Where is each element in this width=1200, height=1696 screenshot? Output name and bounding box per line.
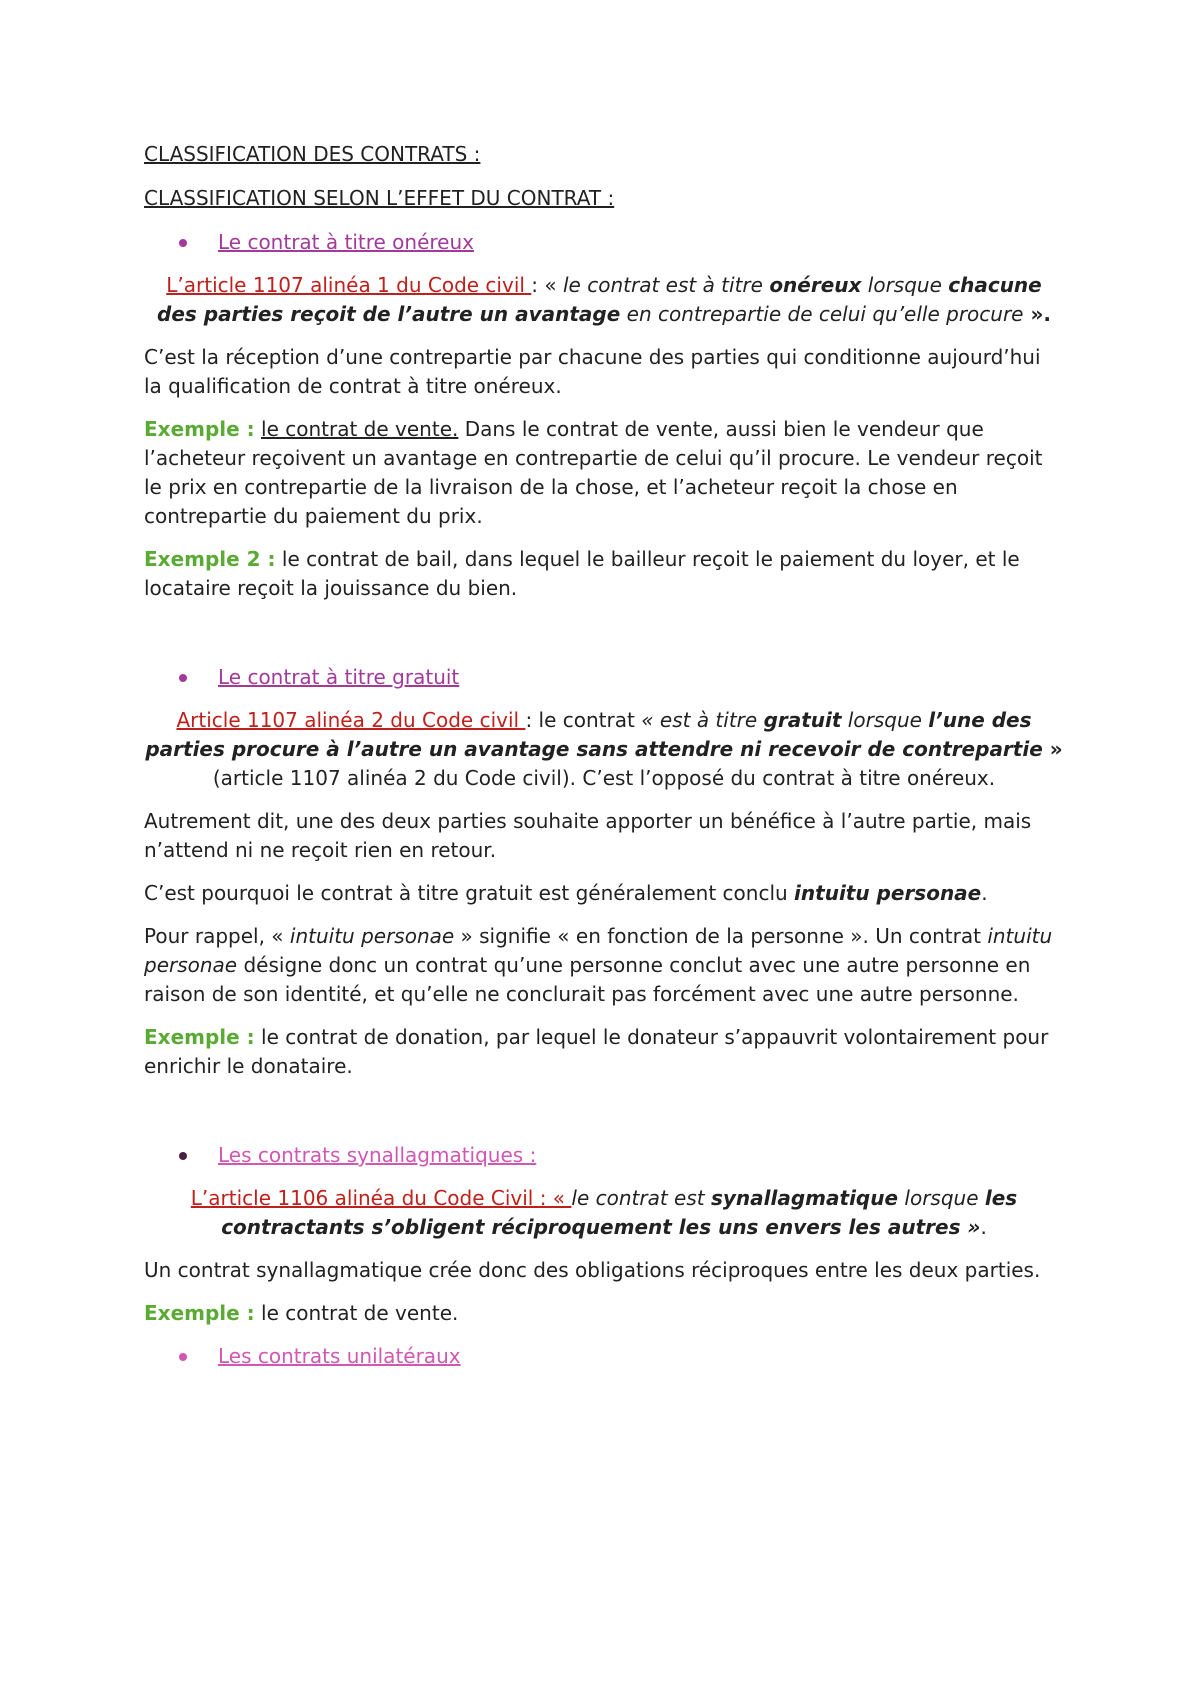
article-reference: Article 1107 alinéa 2 du Code civil bbox=[176, 708, 526, 732]
bullet-label-onereux: Le contrat à titre onéreux bbox=[218, 230, 474, 254]
citation-synallagmatique bbox=[144, 1184, 1064, 1242]
quote-text: le contrat est à titre bbox=[563, 273, 770, 297]
example-paragraph bbox=[144, 1299, 1064, 1328]
quote-text: lorsque bbox=[898, 1186, 985, 1210]
quote-after: (article 1107 alinéa 2 du Code civil). C’est l’opposé du contrat à titre onéreux. bbox=[212, 766, 996, 790]
example-label: Exemple : bbox=[144, 417, 255, 441]
latin-term: intuitu personae bbox=[794, 881, 982, 905]
quote-close: » bbox=[1042, 737, 1063, 761]
text: C’est pourquoi le contrat à titre gratuit est généralement conclu bbox=[144, 881, 795, 905]
paragraph bbox=[144, 922, 1064, 1009]
quote-open: « bbox=[544, 273, 563, 297]
bullet-synallagmatique bbox=[144, 1141, 1064, 1170]
example-text: le contrat de vente. bbox=[254, 1301, 459, 1325]
paragraph: Autrement dit, une des deux parties souhaite apporter un bénéfice à l’autre partie, mais n’attend ni ne reçoit rien en retour. bbox=[144, 809, 1032, 862]
example-text: le contrat de donation, par lequel le donateur s’appauvrit volontairement pour enrichir le donataire. bbox=[144, 1025, 1049, 1078]
bullet-gratuit bbox=[144, 663, 1064, 692]
quote-emphasis: les contractants s’obligent réciproquement les uns envers les autres » bbox=[221, 1186, 1018, 1239]
bullet-label-gratuit: Le contrat à titre gratuit bbox=[218, 665, 460, 689]
example-label: Exemple : bbox=[144, 1301, 255, 1325]
quote-keyword: onéreux bbox=[769, 273, 862, 297]
quote-keyword: synallagmatique bbox=[710, 1186, 899, 1210]
bullet-dot-icon bbox=[179, 674, 187, 682]
bullet-onereux bbox=[144, 228, 1064, 257]
article-reference: L’article 1107 alinéa 1 du Code civil bbox=[166, 273, 532, 297]
quote-text: lorsque bbox=[861, 273, 949, 297]
quote-keyword: gratuit bbox=[763, 708, 842, 732]
example-label: Exemple : bbox=[144, 1025, 255, 1049]
citation-onereux bbox=[144, 271, 1064, 329]
bullet-label-synallagmatique: Les contrats synallagmatiques : bbox=[218, 1143, 537, 1167]
paragraph: C’est la réception d’une contrepartie par chacune des parties qui conditionne aujourd’hui la qualification de contrat à titre onéreux. bbox=[144, 345, 1041, 398]
example-text: Dans le contrat de vente, aussi bien le vendeur que l’acheteur reçoivent un avantage en contrepartie de celui qu’il procure. Le vendeur reçoit le prix en contrepartie de la livraison de la chose, et l’acheteur reçoit la chose en contrepartie du paiement du prix. bbox=[144, 417, 1043, 528]
text: » signifie « en fonction de la personne ». Un contrat bbox=[454, 924, 988, 948]
quote-text: le contrat est bbox=[571, 1186, 711, 1210]
text: désigne donc un contrat qu’une personne conclut avec une autre personne en raison de son identité, et qu’elle ne conclurait pas forcément avec une autre personne. bbox=[144, 953, 1031, 1006]
quote-close: ». bbox=[1023, 302, 1051, 326]
latin-term: intuitu personae bbox=[289, 924, 455, 948]
quote-text: lorsque bbox=[841, 708, 929, 732]
citation-colon: : bbox=[531, 273, 545, 297]
citation-gratuit bbox=[144, 706, 1064, 793]
quote-emphasis: l’une des parties procure à l’autre un avantage sans attendre ni recevoir de contrepartie bbox=[145, 708, 1043, 761]
bullet-dot-icon bbox=[179, 239, 187, 247]
quote-emphasis: chacune des parties reçoit de l’autre un avantage bbox=[157, 273, 1042, 326]
bullet-dot-icon bbox=[179, 1353, 187, 1361]
quote-text: « est à titre bbox=[641, 708, 764, 732]
example-paragraph bbox=[144, 415, 1064, 531]
citation-colon: : le contrat bbox=[525, 708, 642, 732]
quote-end: . bbox=[980, 1215, 987, 1239]
example-label: Exemple 2 : bbox=[144, 547, 276, 571]
bullet-unilateraux bbox=[144, 1342, 1064, 1371]
latin-term: intuitu personae bbox=[144, 924, 1053, 977]
example-text: le contrat de bail, dans lequel le bailleur reçoit le paiement du loyer, et le locataire reçoit la jouissance du bien. bbox=[144, 547, 1020, 600]
document-page bbox=[144, 140, 1064, 1385]
bullet-dot-icon bbox=[179, 1152, 187, 1160]
document-title: CLASSIFICATION DES CONTRATS : bbox=[144, 142, 481, 166]
text: Pour rappel, « bbox=[144, 924, 290, 948]
paragraph bbox=[144, 879, 1064, 908]
quote-text: en contrepartie de celui qu’elle procure bbox=[620, 302, 1024, 326]
section-subtitle: CLASSIFICATION SELON L’EFFET DU CONTRAT : bbox=[144, 186, 615, 210]
example-underlined: le contrat de vente. bbox=[261, 417, 459, 441]
article-reference: L’article 1106 alinéa du Code Civil : « bbox=[190, 1186, 572, 1210]
text: . bbox=[981, 881, 988, 905]
spacer bbox=[144, 1095, 1064, 1141]
paragraph: Un contrat synallagmatique crée donc des obligations réciproques entre les deux parties. bbox=[144, 1258, 1041, 1282]
bullet-label-unilateraux: Les contrats unilatéraux bbox=[218, 1344, 461, 1368]
example-paragraph bbox=[144, 1023, 1064, 1081]
spacer bbox=[144, 617, 1064, 663]
example-paragraph bbox=[144, 545, 1064, 603]
